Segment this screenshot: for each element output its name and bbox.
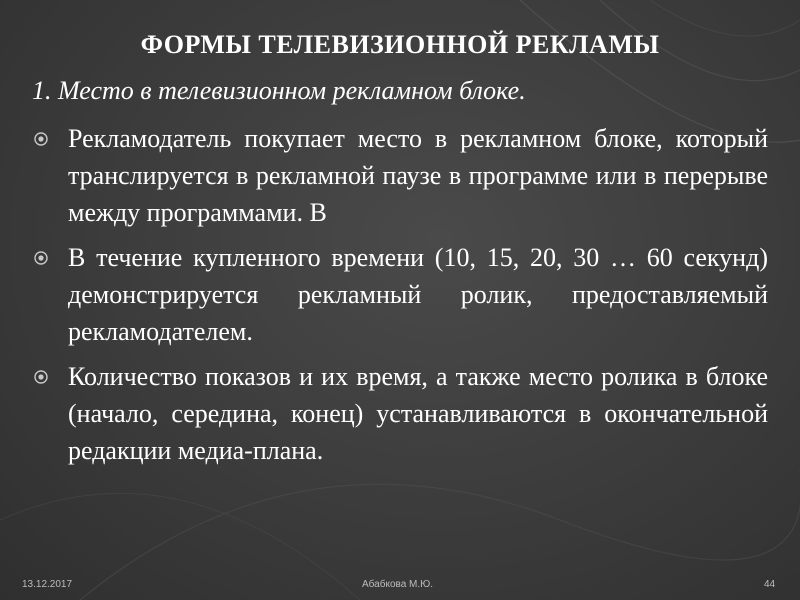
bullet-text: В течение купленного времени (10, 15, 20, 30 … 60 секунд) демонстрируется рекламный ролик, предоставляемый рекламодателем. — [68, 243, 768, 346]
footer-author: Абабкова М.Ю. — [362, 579, 434, 590]
bullet-item — [32, 239, 768, 350]
circled-bullet-icon — [34, 132, 48, 146]
bullet-text: Рекламодатель покупает место в рекламном блоке, который транслируется в рекламной паузе в программе или в перерыве между программами. В — [68, 124, 768, 227]
slide-title: ФОРМЫ ТЕЛЕВИЗИОННОЙ РЕКЛАМЫ — [140, 30, 660, 59]
footer-date: 13.12.2017 — [22, 579, 73, 590]
circled-bullet-icon — [34, 370, 48, 384]
bullet-text: Количество показов и их время, а также место ролика в блоке (начало, середина, конец) устанавливаются в окончательной редакции медиа-плана. — [68, 362, 768, 465]
slide-subtitle: 1. Место в телевизионном рекламном блоке. — [32, 76, 526, 105]
footer-page-number: 44 — [764, 579, 776, 590]
bullet-item — [32, 358, 768, 469]
bullet-list — [32, 120, 768, 477]
bullet-item — [32, 120, 768, 231]
circled-bullet-icon — [34, 251, 48, 265]
